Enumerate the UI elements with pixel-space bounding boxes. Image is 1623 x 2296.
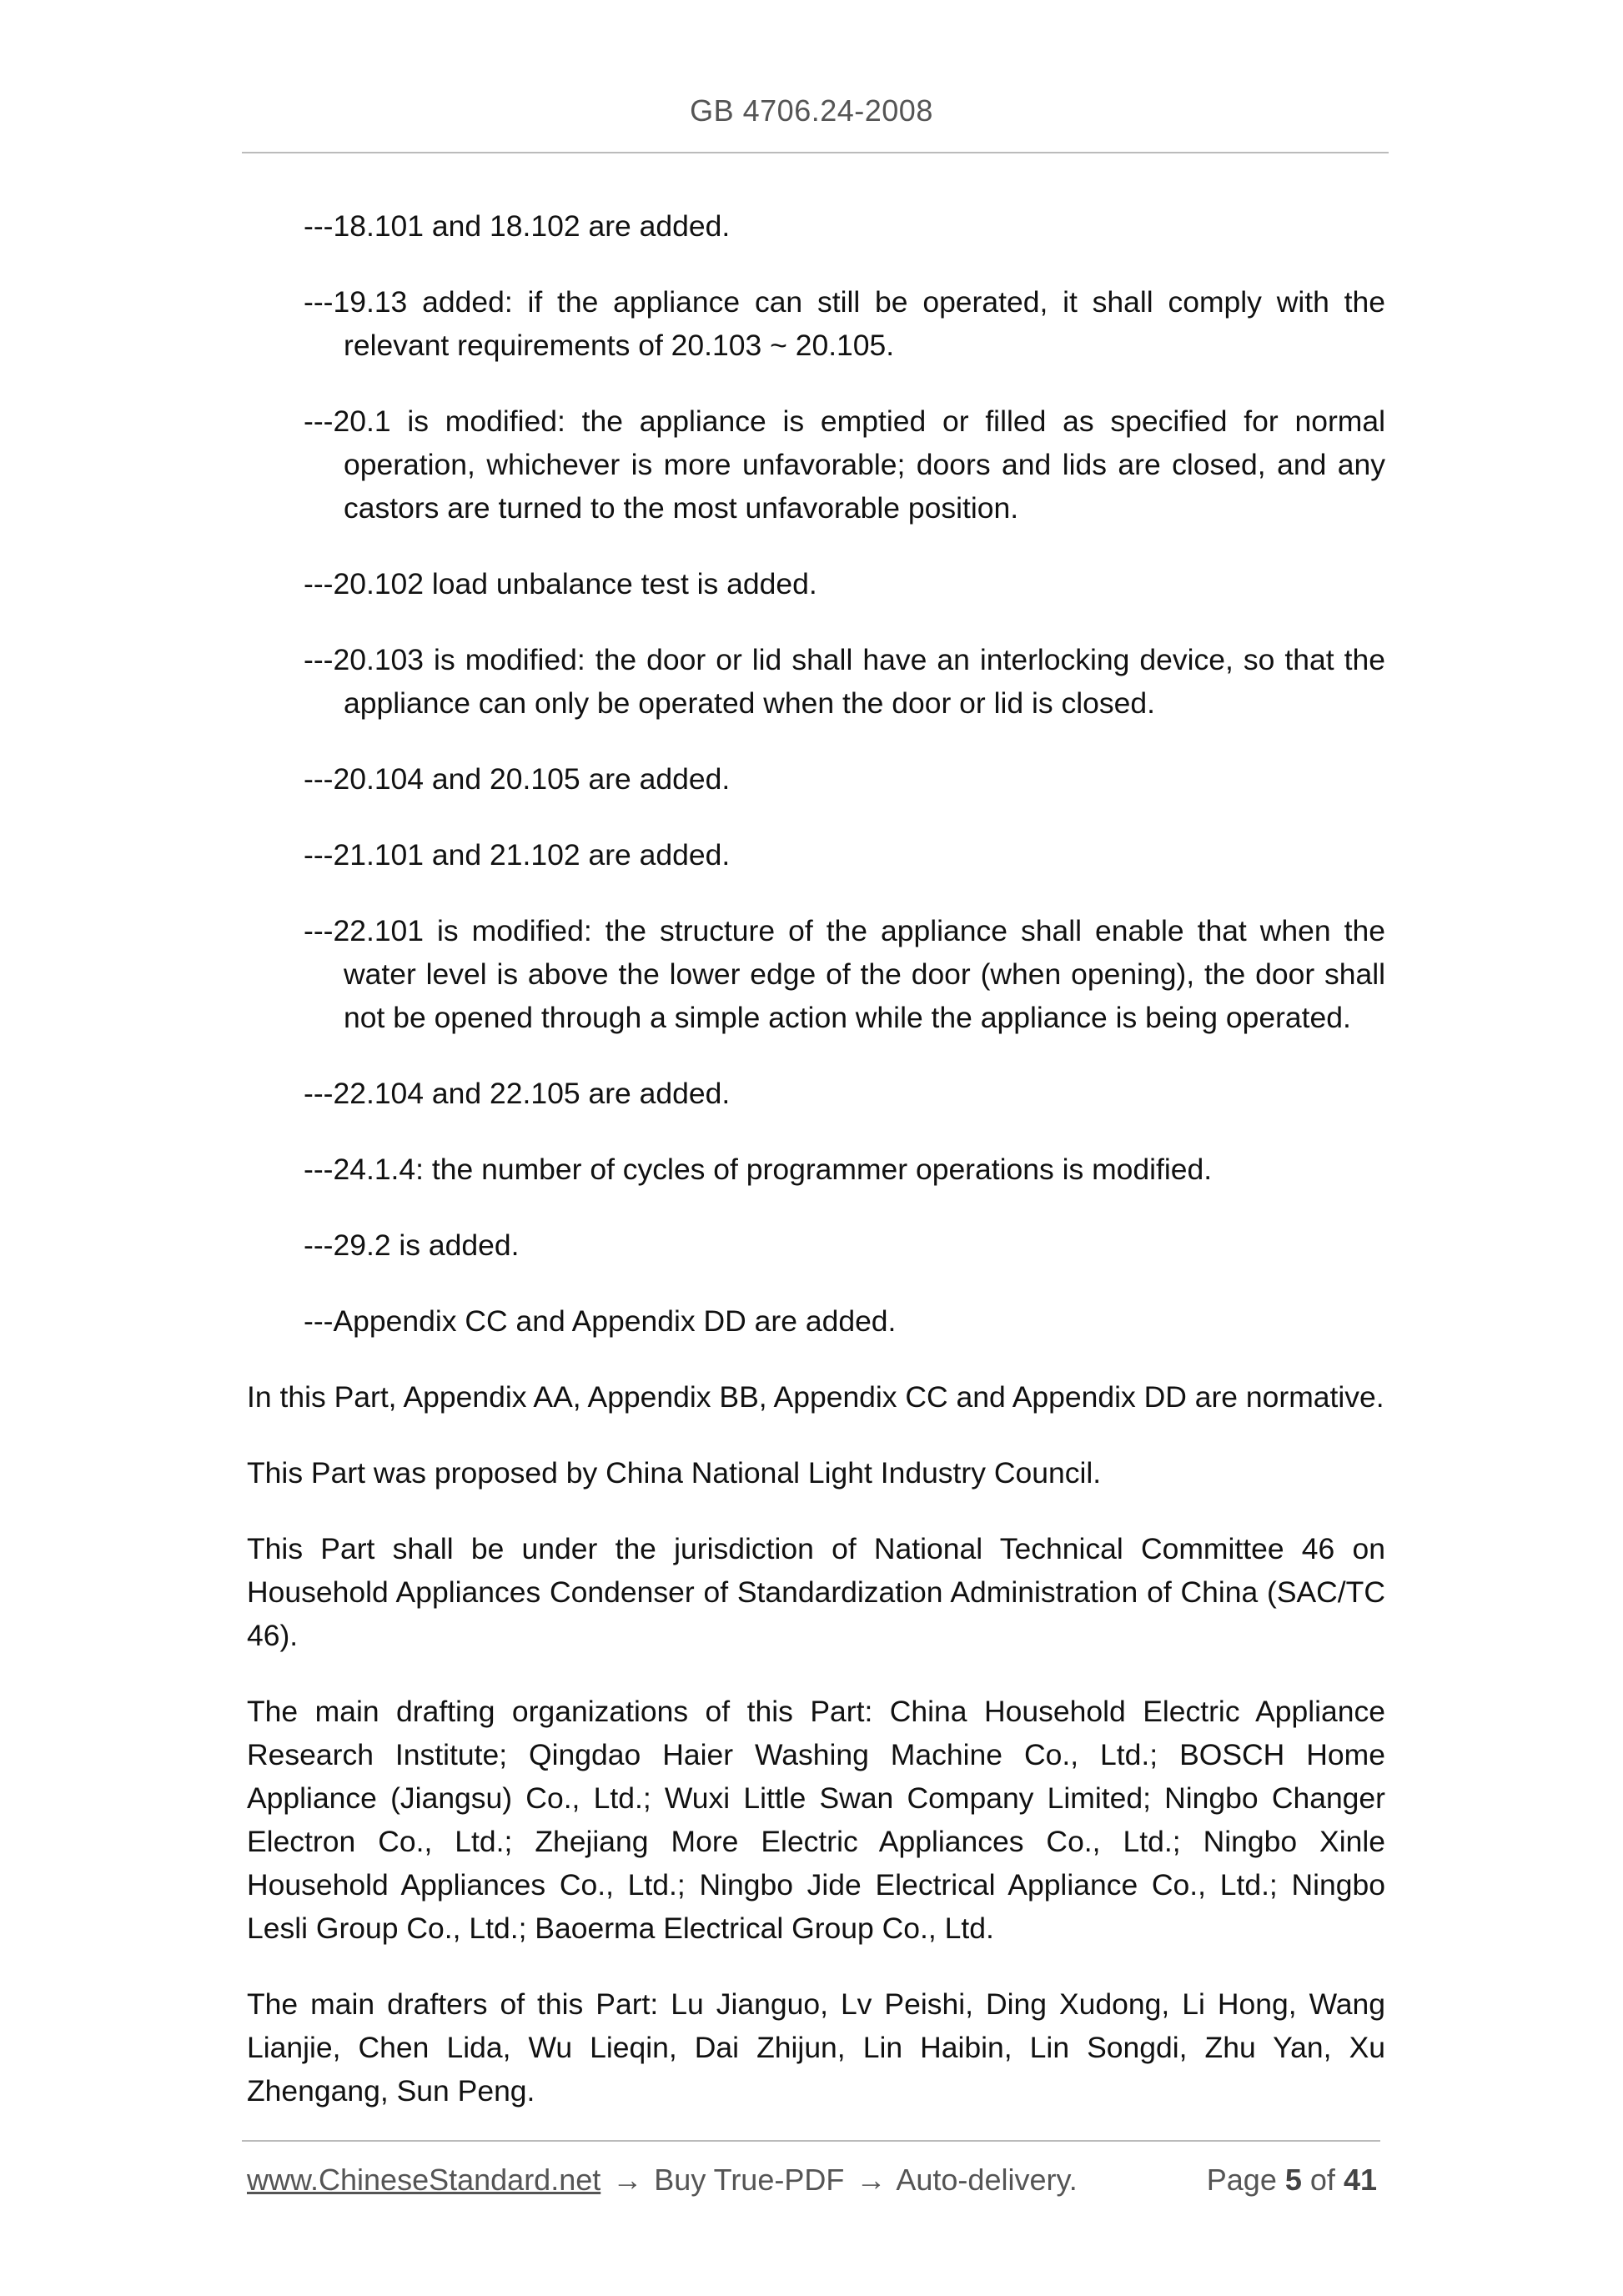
header-divider <box>242 152 1389 153</box>
change-item: ---19.13 added: if the appliance can still be operated, it shall comply with the relevant requirements of 20.103 ~ 20.105. <box>304 285 1385 362</box>
page-body <box>247 204 1385 2145</box>
page-current: 5 <box>1284 2163 1302 2197</box>
page-label: Page <box>1206 2163 1277 2197</box>
change-item: ---24.1.4: the number of cycles of programmer operations is modified. <box>304 1153 1213 1186</box>
change-item: ---20.102 load unbalance test is added. <box>304 567 817 600</box>
change-item: ---20.104 and 20.105 are added. <box>304 762 731 796</box>
document-header: GB 4706.24-2008 <box>690 93 933 128</box>
change-item: ---22.101 is modified: the structure of the appliance shall enable that when the water level is above the lower edge of the door (when opening), the door shall not be opened through a simple action while the appliance is being operated. <box>304 914 1385 1034</box>
page-total: 41 <box>1343 2163 1377 2197</box>
proposer-paragraph: This Part was proposed by China National Light Industry Council. <box>247 1456 1102 1490</box>
buy-text: Buy True-PDF <box>654 2163 845 2197</box>
drafting-organizations-paragraph: The main drafting organizations of this Part: China Household Electric Appliance Research Institute; Qingdao Haier Washing Machine Co., Ltd.; BOSCH Home Appliance (Jiangsu) Co., Ltd.; Wuxi Little Swan Company Limited; Ningbo Changer Electron Co., Ltd.; Zhejiang More Electric Appliances Co., Ltd.; Ningbo Xinle Household Appliances Co., Ltd.; Ningbo Jide Electrical Appliance Co., Ltd.; Ningbo Lesli Group Co., Ltd.; Baoerma Electrical Group Co., Ltd. <box>247 1695 1385 1945</box>
page-number <box>1207 2163 1377 2198</box>
drafters-paragraph: The main drafters of this Part: Lu Jianguo, Lv Peishi, Ding Xudong, Li Hong, Wang Lianjie, Chen Lida, Wu Lieqin, Dai Zhijun, Lin Haibin, Lin Songdi, Zhu Yan, Xu Zhengang, Sun Peng. <box>247 1987 1385 2108</box>
delivery-text: Auto-delivery. <box>896 2163 1078 2197</box>
page-of: of <box>1309 2163 1335 2197</box>
page-footer <box>247 2163 1377 2198</box>
site-link[interactable]: www.ChineseStandard.net <box>247 2163 601 2197</box>
arrow-right-icon: → <box>612 2163 643 2197</box>
jurisdiction-paragraph: This Part shall be under the jurisdiction of National Technical Committee 46 on Household Appliances Condenser of Standardization Administration of China (SAC/TC 46). <box>247 1532 1385 1652</box>
change-item: ---Appendix CC and Appendix DD are added. <box>304 1304 897 1338</box>
footer-promo <box>247 2163 1078 2198</box>
normative-appendices-paragraph: In this Part, Appendix AA, Appendix BB, Appendix CC and Appendix DD are normative. <box>247 1380 1384 1414</box>
change-item: ---29.2 is added. <box>304 1228 520 1262</box>
arrow-right-icon: → <box>856 2163 887 2197</box>
change-item: ---18.101 and 18.102 are added. <box>304 209 731 243</box>
footer-divider <box>242 2140 1380 2142</box>
change-list <box>247 204 1385 1343</box>
change-item: ---20.103 is modified: the door or lid shall have an interlocking device, so that the appliance can only be operated when the door or lid is closed. <box>304 643 1385 720</box>
change-item: ---22.104 and 22.105 are added. <box>304 1077 731 1110</box>
change-item: ---20.1 is modified: the appliance is emptied or filled as specified for normal operation, whichever is more unfavorable; doors and lids are closed, and any castors are turned to the most unfavorable position. <box>304 404 1385 525</box>
change-item: ---21.101 and 21.102 are added. <box>304 838 731 872</box>
